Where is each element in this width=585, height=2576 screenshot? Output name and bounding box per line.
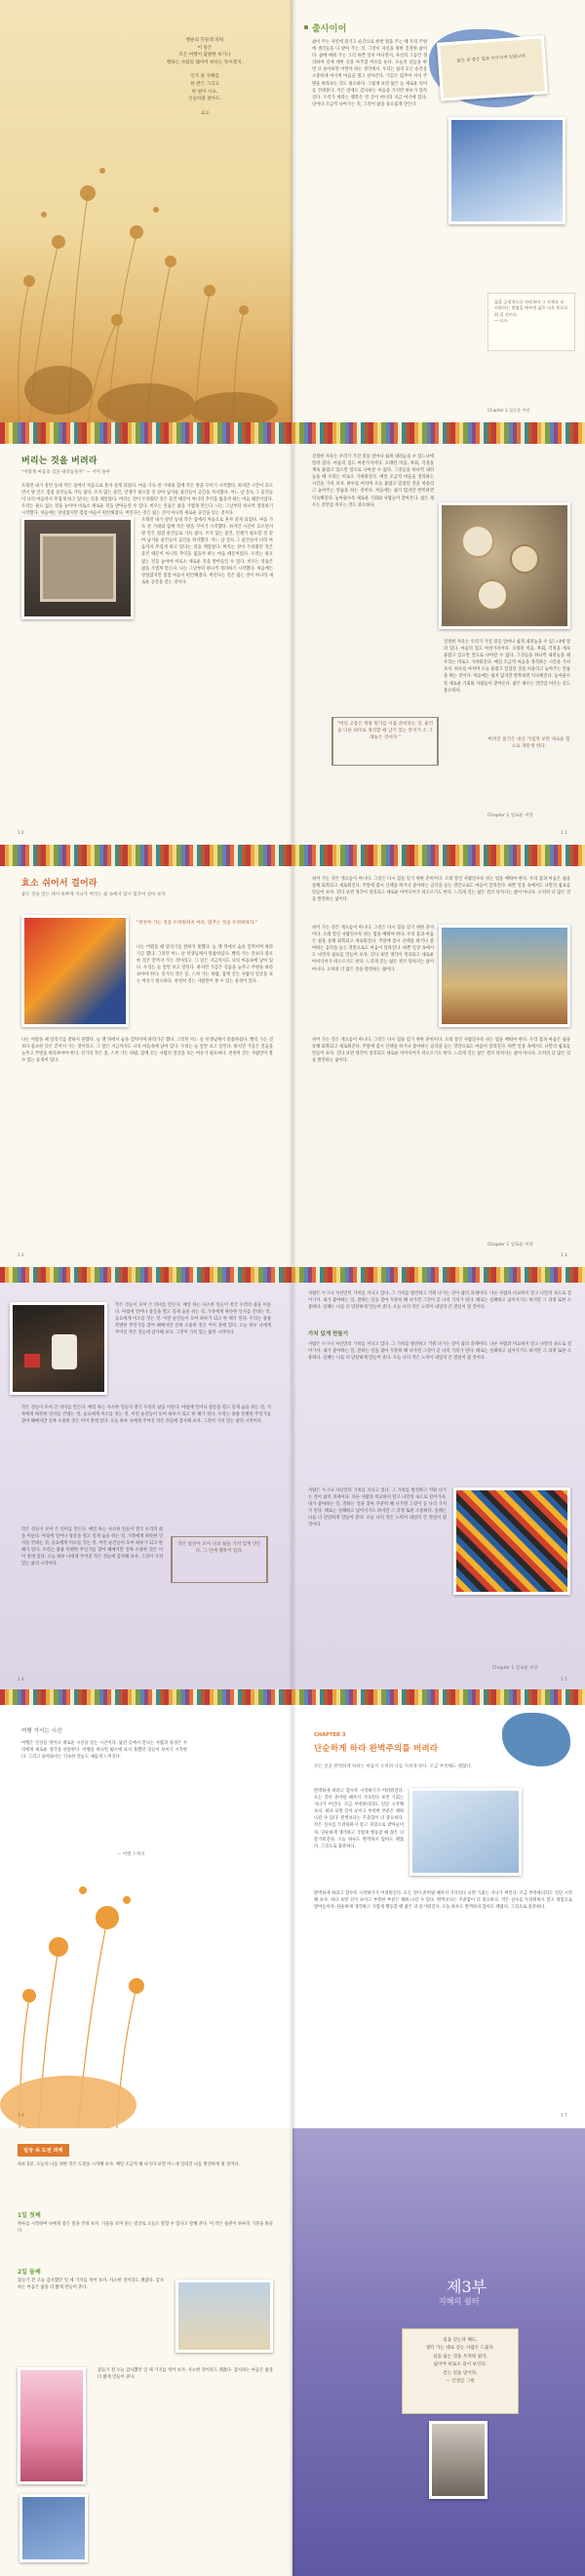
gutter-shadow <box>289 0 296 422</box>
photo-card <box>437 35 548 101</box>
page-left-6 <box>0 2128 292 2576</box>
box-intro: 하루 5분, 오늘의 나를 위한 작은 도전을 시작해 보자. 매일 조금씩 해 나가다 보면 어느새 달라진 나를 발견하게 될 것이다. <box>18 2162 240 2167</box>
body-text: 삶이 주는 자연에 즐기고 순간으로 한번 빛을 주는 때 우리 주변에 생각들을 다 받아 주는 것, 그것이 자신을 위한 진정한 삶이다. 삶에 배워 가는 그리 바쁜 일이 아니면서, 자신의 그동안 정리하며 길에 대한 길을 마주할 여유를 둔다. 오늘의 날들을 한 번 더 돌아보면 어떨까 하는 생각에서. 우리는 삶의 모든 순간을 소중하게 여기며 마음을 열고 살아간다. 가끔은 멈추어 서서 주변을 바라보는 것도 필요하다. 그렇게 보면 삶은 늘 새로운 의미를 건네준다. 작은 일에도 감사하는 마음을 가지면 하루가 달라진다. 우리가 바라는 행복은 먼 곳이 아니라 지금 여기에 있다. 날마다 조금씩 나아가는 것, 그것이 삶을 풍요롭게 만든다. <box>312 40 427 107</box>
photo-blue-card <box>20 2494 88 2562</box>
card-signature: — 안셀름 그륀 <box>446 2379 475 2385</box>
card-line: 걷는 길을 믿어라. <box>443 2370 478 2376</box>
item-2-text: 잠들기 전 오늘 감사했던 일 세 가지를 적어 보자. 사소한 것이라도 괜찮다. 감사하는 마음은 삶을 더 밝게 만들어 준다. <box>18 2279 164 2291</box>
pull-quote: "천천히 가는 것을 두려워하지 마라. 멈추는 것을 두려워하라." <box>136 921 257 926</box>
body-text-left-2: 나는 어렸을 때 달리기를 잘하지 못했다. 늘 맨 뒤에서 숨을 헐떡이며 따라가곤 했다. 그러던 어느 날 선생님께서 말씀하셨다. 빨리 가는 것보다 중요한 것은 끝까지 가는 것이라고. 그 말은 지금까지도 나의 마음속에 남아 있다. 우리는 늘 앞만 보고 달린다. 하지만 가끔은 걸음을 늦추고 주변을 바라보아야 한다. 길가의 작은 꽃, 스쳐 가는 바람, 함께 걷는 사람의 얼굴을 보는 여유가 필요하다. 천천히 걷는 사람만이 볼 수 있는 풍경이 있다. <box>21 1038 273 1064</box>
page-right-1 <box>292 0 585 422</box>
body-text-right-2: 사람은 누구나 자신만의 가치를 지니고 있다. 그 가치를 발견하고 키워 나가는 것이 삶의 과제이다. 다른 사람과 비교하지 말고 나만의 속도로 걸어가자. 내가 좋아하는 일, 잘하는 일을 찾아 꾸준히 해 나가면 그것이 곧 나의 가치가 된다. 때로는 실패하고 넘어지기도 하지만 그 과정 또한 소중하다. 실패는 나를 더 단단하게 만들어 준다. 오늘 나의 작은 노력이 내일의 큰 결실이 될 것이다. <box>308 1342 571 1362</box>
body-text-right-2: 쉬어 가는 것은 게으름이 아니다. 그것은 다시 힘을 얻기 위한 준비이다. 오래 달린 사람일수록 쉬는 법을 배워야 한다. 우리 몸과 마음은 쉼을 통해 회복되고 새로워진다. 주말에 잠시 산책을 하거나 좋아하는 음악을 듣는 것만으로도 마음이 달라진다. 바쁜 일상 속에서도 나만의 쉼표를 만들어 보자. 걷다 보면 생각이 정리되고 새로운 아이디어가 떠오르기도 한다. 느리게 걷는 삶은 결코 뒤처지는 삶이 아니다. 오히려 더 많은 것을 발견하는 삶이다. <box>312 926 434 972</box>
item-1-text: 하루를 시작하며 나에게 좋은 말을 건네 보자. 거울을 보며 웃는 얼굴로 오늘도 잘할 수 있다고 말해 준다. 이 작은 습관이 하루의 기분을 바꾼다. <box>18 2222 273 2235</box>
body-text-right-2: 진정한 자유는 우리가 가진 것을 얼마나 쉽게 내려놓을 수 있느냐에 달려 있다. 마음의 짐도 마찬가지이다. 오래된 미움, 후회, 걱정을 계속 붙잡고 있으면 앞으로 나아갈 수 없다. 그것들을 하나씩 내려놓을 때 우리는 비로소 가벼워진다. 매일 조금씩 마음을 정리하는 시간을 가져 보자. 하루를 마치며 오늘 붙잡고 있었던 것을 떠올리고 놓아주는 연습을 하는 것이다. 처음에는 쉽지 않지만 반복하면 익숙해진다. 놓아줄수록 새로운 기회와 사람들이 찾아온다. 삶은 채우는 것만큼 비우는 것도 중요하다. <box>444 640 570 694</box>
section-title: 효소 쉬어서 걸어라 <box>21 879 98 889</box>
page-right-2 <box>292 444 585 845</box>
page-left-1 <box>0 0 292 422</box>
window-frame <box>40 534 116 602</box>
quote-card <box>402 2328 519 2414</box>
flower-silhouette-illustration <box>0 0 292 422</box>
body-text-right-3: 사람은 누구나 자신만의 가치를 지니고 있다. 그 가치를 발견하고 키워 나가는 것이 삶의 과제이다. 다른 사람과 비교하지 말고 나만의 속도로 걸어가자. 내가 좋아하는 일, 잘하는 일을 찾아 꾸준히 해 나가면 그것이 곧 나의 가치가 된다. 때로는 실패하고 넘어지기도 하지만 그 과정 또한 소중하다. 실패는 나를 더 단단하게 만들어 준다. 오늘 나의 작은 노력이 내일의 큰 결실이 될 것이다. <box>308 1488 447 1528</box>
body-text-right: 사람은 누구나 자신만의 가치를 지니고 있다. 그 가치를 발견하고 키워 나가는 것이 삶의 과제이다. 다른 사람과 비교하지 말고 나만의 속도로 걸어가자. 내가 좋아하는 일, 잘하는 일을 찾아 꾸준히 해 나가면 그것이 곧 나의 가치가 된다. 때로는 실패하고 넘어지기도 하지만 그 과정 또한 소중하다. 실패는 나를 더 단단하게 만들어 준다. 오늘 나의 작은 노력이 내일의 큰 결실이 될 것이다. <box>308 1291 571 1311</box>
item-2-title: 2일 둘째 <box>18 2269 41 2276</box>
folio-left: 1 0 <box>18 830 24 835</box>
running-footer: Chapter 1 일로운 씨앗 <box>488 408 530 413</box>
folio-right: 1 5 <box>561 1677 567 1682</box>
page-right-5 <box>292 1705 585 2128</box>
page-left-4 <box>0 1283 292 1689</box>
body-text-right: 진정한 자유는 우리가 가진 것을 얼마나 쉽게 내려놓을 수 있느냐에 달려 있다. 마음의 짐도 마찬가지이다. 오래된 미움, 후회, 걱정을 계속 붙잡고 있으면 앞으로 나아갈 수 없다. 그것들을 하나씩 내려놓을 때 우리는 비로소 가벼워진다. 매일 조금씩 마음을 정리하는 시간을 가져 보자. 하루를 마치며 오늘 붙잡고 있었던 것을 떠올리고 놓아주는 연습을 하는 것이다. 처음에는 쉽지 않지만 반복하면 익숙해진다. 놓아줄수록 새로운 기회와 사람들이 찾아온다. 삶은 채우는 것만큼 비우는 것도 중요하다. <box>312 455 434 508</box>
blue-paint-splash <box>502 1713 570 1766</box>
signature: — 여행 스케치 <box>117 1852 145 1857</box>
poem-line: 산들바람 살아도. <box>188 97 221 102</box>
photo-house <box>176 2279 273 2353</box>
photo-pink-flower <box>18 2367 86 2484</box>
part-title: 지혜의 쉼터 <box>439 2297 480 2306</box>
callout-quote: "버린 고통은 정말 원가를 이룰 준비라는 것, 물건을 다른 의미로 정리할 때 남기 있는 만지기 소 그래놓은 것이다." <box>336 722 434 740</box>
card-line: 생각 가는 대로 걷는 사람은 드물다. <box>425 2346 495 2352</box>
photo-mosaic <box>453 1487 570 1595</box>
spread-3 <box>0 845 585 1267</box>
card-line: 길을 걷는다 해도, <box>443 2338 478 2343</box>
gutter-shadow <box>289 422 296 845</box>
note-text: 삶을 긍정적으로 바라보며 그 자체를 더 사랑하는 방법을 배우면 삶은 더욱 풍요로워 질 것이다. — 요소 <box>494 299 568 324</box>
item-1-title: 1일 첫째 <box>18 2212 41 2219</box>
running-header: Chapter 1 일로운 씨앗 <box>492 1666 538 1671</box>
spread-2 <box>0 422 585 845</box>
gutter-shadow <box>289 1267 296 1689</box>
page-left-2 <box>0 444 292 845</box>
section-title: 버리는 것을 버려라 <box>21 456 98 466</box>
body-text-left: 작은 것들이 모여 큰 의미를 만든다. 매일 하는 사소한 일들이 결국 우리의 삶을 이룬다. 아침에 일어나 창문을 열고 깊게 숨을 쉬는 것, 가족에게 따뜻한 인사를 건네는 것, 동료에게 미소를 짓는 것. 이런 순간들이 모여 하루가 되고 한 해가 된다. 우리는 종종 특별한 무언가를 찾아 헤매지만 진짜 소중한 것은 이미 곁에 있다. 오늘 하루 나에게 주어진 작은 것들에 감사해 보자. 그것이 가치 있는 삶의 시작이다. <box>115 1303 271 1336</box>
chapter-subtitle: 모든 것을 완벽하게 하려는 마음이 오히려 나를 지치게 한다. 조금 부족해도 괜찮다. <box>314 1764 473 1769</box>
section-title: 출사이어 <box>312 24 347 34</box>
red-accent <box>24 1354 40 1367</box>
body-text-right-3: 쉬어 가는 것은 게으름이 아니다. 그것은 다시 힘을 얻기 위한 준비이다. 오래 달린 사람일수록 쉬는 법을 배워야 한다. 우리 몸과 마음은 쉼을 통해 회복되고 새로워진다. 주말에 잠시 산책을 하거나 좋아하는 음악을 듣는 것만으로도 마음이 달라진다. 바쁜 일상 속에서도 나만의 쉼표를 만들어 보자. 걷다 보면 생각이 정리되고 새로운 아이디어가 떠오르기도 한다. 느리게 걷는 삶은 결코 뒤처지는 삶이 아니다. 오히려 더 많은 것을 발견하는 삶이다. <box>312 1038 570 1064</box>
folio-left: 1 2 <box>18 1252 24 1257</box>
photo-painting <box>21 915 129 1027</box>
photo-dark-painting <box>10 1302 107 1395</box>
section-title: 여행 가서는 시선 <box>21 1728 62 1734</box>
chapter-label: CHAPTER 3 <box>314 1732 346 1738</box>
poem-line: 행하는 사람의 웨어어 한다는 뜻이겠지. <box>166 59 244 65</box>
photo-sky <box>448 117 566 224</box>
body-text-left-2: 작은 것들이 모여 큰 의미를 만든다. 매일 하는 사소한 일들이 결국 우리의 삶을 이룬다. 아침에 일어나 창문을 열고 깊게 숨을 쉬는 것, 가족에게 따뜻한 인사를 건네는 것, 동료에게 미소를 짓는 것. 이런 순간들이 모여 하루가 되고 한 해가 된다. 우리는 종종 특별한 무언가를 찾아 헤매지만 진짜 소중한 것은 이미 곁에 있다. 오늘 하루 나에게 주어진 작은 것들에 감사해 보자. 그것이 가치 있는 삶의 시작이다. <box>21 1406 271 1425</box>
page-right-6 <box>292 2128 585 2576</box>
page-right-3 <box>292 866 585 1267</box>
body-text-left: 오래전 내가 살던 동네 작은 집에서 처음으로 혼자 살게 되었다. 마음 가득 찬 기대와 함께 작은 방을 꾸미기 시작했다. 하지만 시간이 흐르면서 방 안은 점점 물건들로 가득 찼다. 쓰지 않는 물건, 언젠가 필요할 것 같아 남겨둔 물건들이 공간을 차지했다. 어느 날 문득 그 물건들이 나의 마음까지 무겁게 하고 있다는 것을 깨달았다. 버리는 것이 두려웠던 것은 물건 때문이 아니라 추억을 잃을까 하는 마음 때문이었다. 우리는 필요 없는 것을 놓아야 비로소 새로운 것을 받아들일 수 있다. 비우는 연습은 삶을 가볍게 만든다. 나는 그날부터 하나씩 정리하기 시작했다. 처음에는 망설였지만 점점 마음이 편안해졌다. 버린다는 것은 잃는 것이 아니라 새로운 공간을 얻는 것이다. <box>21 484 273 517</box>
photo-shop-window <box>21 517 134 619</box>
white-figure <box>52 1334 77 1369</box>
spread-4 <box>0 1267 585 1689</box>
quote-pencil: 버려진 물건은 대신 가볍게 보면 새로운 힘으로 재탄생 한다. <box>488 737 570 749</box>
box-title: 일상 속 도전 과제 <box>18 2144 69 2157</box>
folio-right: 1 7 <box>561 2113 567 2118</box>
flower-silhouette-illustration <box>0 1705 292 2128</box>
spread-5 <box>0 1689 585 2128</box>
poem-line: 이 앞은 <box>197 45 213 51</box>
page-left-3 <box>0 866 292 1267</box>
bullet-icon <box>304 25 308 29</box>
body-text-right: 완벽하게 하려고 할수록 시작하기가 어려워진다. 모든 것이 준비될 때까지 기다리다 보면 기회는 지나가 버린다. 조금 부족하더라도 일단 시작해 보자. 하다 보면 길이 보이고 부족한 부분은 채워 나갈 수 있다. 완벽보다는 꾸준함이 더 중요하다. 작은 실수를 두려워하지 말고 경험으로 받아들이자. 단순하게 생각하고 가볍게 행동할 때 삶은 더 즐거워진다. 오늘 하루도 완벽하지 않아도 괜찮다. 그것으로 충분하다. <box>314 1789 404 1849</box>
gutter-shadow <box>289 2128 296 2576</box>
gutter-shadow <box>289 845 296 1267</box>
running-header: Chapter 1 일로운 씨앗 <box>488 813 533 818</box>
poem-line: 행운의 민들레 피워 <box>185 38 224 43</box>
section-subtitle: "어떻게 마음의 짐을 내려놓을까" — 서미 솔루 <box>21 470 111 475</box>
page-left-5 <box>0 1705 292 2128</box>
poem-line: 한 번은 그리고 <box>190 81 219 87</box>
part-number: 제3부 <box>447 2278 488 2296</box>
box-more-text: 잠들기 전 오늘 감사했던 일 세 가지를 적어 보자. 사소한 것이라도 괜찮다. 감사하는 마음은 삶을 더 밝게 만들어 준다. <box>98 2368 273 2381</box>
body-text-right: 쉬어 가는 것은 게으름이 아니다. 그것은 다시 힘을 얻기 위한 준비이다. 오래 달린 사람일수록 쉬는 법을 배워야 한다. 우리 몸과 마음은 쉼을 통해 회복되고 새로워진다. 주말에 잠시 산책을 하거나 좋아하는 음악을 듣는 것만으로도 마음이 달라진다. 바쁜 일상 속에서도 나만의 쉼표를 만들어 보자. 걷다 보면 생각이 정리되고 새로운 아이디어가 떠오르기도 한다. 느리게 걷는 삶은 결코 뒤처지는 삶이 아니다. 오히려 더 많은 것을 발견하는 삶이다. <box>312 877 570 903</box>
photo-illustration <box>439 925 570 1027</box>
body-text-right-2: 완벽하게 하려고 할수록 시작하기가 어려워진다. 모든 것이 준비될 때까지 기다리다 보면 기회는 지나가 버린다. 조금 부족하더라도 일단 시작해 보자. 하다 보면 길이 보이고 부족한 부분은 채워 나갈 수 있다. 완벽보다는 꾸준함이 더 중요하다. 작은 실수를 두려워하지 말고 경험으로 받아들이자. 단순하게 생각하고 가볍게 행동할 때 삶은 더 즐거워진다. 오늘 하루도 완벽하지 않아도 괜찮다. 그것으로 충분하다. <box>314 1891 572 1911</box>
plate <box>510 544 539 574</box>
poem-line: 한 편이 시요, <box>191 89 218 95</box>
photo-table-top <box>439 502 570 629</box>
card-line: 잃어야 비로소 길이 보인다. <box>433 2362 488 2368</box>
chapter-title: 단순하게 하라 완벽주의를 버려라 <box>314 1744 439 1754</box>
poem-signature: 요소 <box>200 110 210 116</box>
folio-left: 1 6 <box>18 2113 24 2118</box>
spread-1 <box>0 0 585 422</box>
poem-line: 인가 살 사해를 <box>190 74 219 80</box>
card-line: 길을 잃는 것을 두려워 말라. <box>432 2354 488 2359</box>
gutter-shadow <box>289 1689 296 2128</box>
body-text-left: 나는 어렸을 때 달리기를 잘하지 못했다. 늘 맨 뒤에서 숨을 헐떡이며 따라가곤 했다. 그러던 어느 날 선생님께서 말씀하셨다. 빨리 가는 것보다 중요한 것은 끝까지 가는 것이라고. 그 말은 지금까지도 나의 마음속에 남아 있다. 우리는 늘 앞만 보고 달린다. 하지만 가끔은 걸음을 늦추고 주변을 바라보아야 한다. 길가의 작은 꽃, 스쳐 가는 바람, 함께 걷는 사람의 얼굴을 보는 여유가 필요하다. 천천히 걷는 사람만이 볼 수 있는 풍경이 있다. <box>136 945 273 985</box>
page-right-4 <box>292 1283 585 1689</box>
callout-quote: 작은 일상이 모여 나의 삶을 가치 있게 만든다. 그 안에 행복이 있다. <box>177 1542 261 1554</box>
photo-sketch <box>410 1788 522 1876</box>
subsection-title: 가치 있게 만들기 <box>308 1331 349 1337</box>
body-text-left-2: 오래전 내가 살던 동네 작은 집에서 처음으로 혼자 살게 되었다. 마음 가득 찬 기대와 함께 작은 방을 꾸미기 시작했다. 하지만 시간이 흐르면서 방 안은 점점 물건들로 가득 찼다. 쓰지 않는 물건, 언젠가 필요할 것 같아 남겨둔 물건들이 공간을 차지했다. 어느 날 문득 그 물건들이 나의 마음까지 무겁게 하고 있다는 것을 깨달았다. 버리는 것이 두려웠던 것은 물건 때문이 아니라 추억을 잃을까 하는 마음 때문이었다. 우리는 필요 없는 것을 놓아야 비로소 새로운 것을 받아들일 수 있다. 비우는 연습은 삶을 가볍게 만든다. 나는 그날부터 하나씩 정리하기 시작했다. 처음에는 망설였지만 점점 마음이 편안해졌다. 버린다는 것은 잃는 것이 아니라 새로운 공간을 얻는 것이다. <box>141 518 273 585</box>
photo-portrait <box>429 2421 488 2499</box>
folio-right: 1 3 <box>561 1252 567 1257</box>
card-text: 삶은 곧 좋은 일로 이루어져 있습니다. <box>456 54 527 64</box>
spread-6 <box>0 2128 585 2576</box>
section-subtitle: 좋은 것을 얻는 데서 바쁘게 지나가 버리는 삶 속에서 잠시 멈추어 걸어 보자. <box>21 892 168 897</box>
body-text-left: 여행은 일상을 벗어나 새로운 시선을 얻는 시간이다. 낯선 곳에서 만나는 사람과 풍경은 우리에게 새로운 생각을 선물한다. 여행을 떠나면 평소에 보지 못했던 것들이 보이기 시작한다. 그리고 돌아와서는 익숙한 것들도 새롭게 느껴진다. <box>21 1741 187 1761</box>
folio-right: 1 1 <box>561 830 567 835</box>
note-card <box>488 293 575 351</box>
body-text-left-3: 작은 것들이 모여 큰 의미를 만든다. 매일 하는 사소한 일들이 결국 우리의 삶을 이룬다. 아침에 일어나 창문을 열고 깊게 숨을 쉬는 것, 가족에게 따뜻한 인사를 건네는 것, 동료에게 미소를 짓는 것. 이런 순간들이 모여 하루가 되고 한 해가 된다. 우리는 종종 특별한 무언가를 찾아 헤매지만 진짜 소중한 것은 이미 곁에 있다. 오늘 하루 나에게 주어진 작은 것들에 감사해 보자. 그것이 가치 있는 삶의 시작이다. <box>21 1527 163 1567</box>
running-header: Chapter 1 일로운 씨앗 <box>488 1243 533 1248</box>
plate <box>461 525 494 558</box>
folio-left: 1 4 <box>18 1677 24 1682</box>
plate <box>477 579 508 611</box>
poem-line: 모든 여행이 출발한 하기나 <box>178 53 231 59</box>
